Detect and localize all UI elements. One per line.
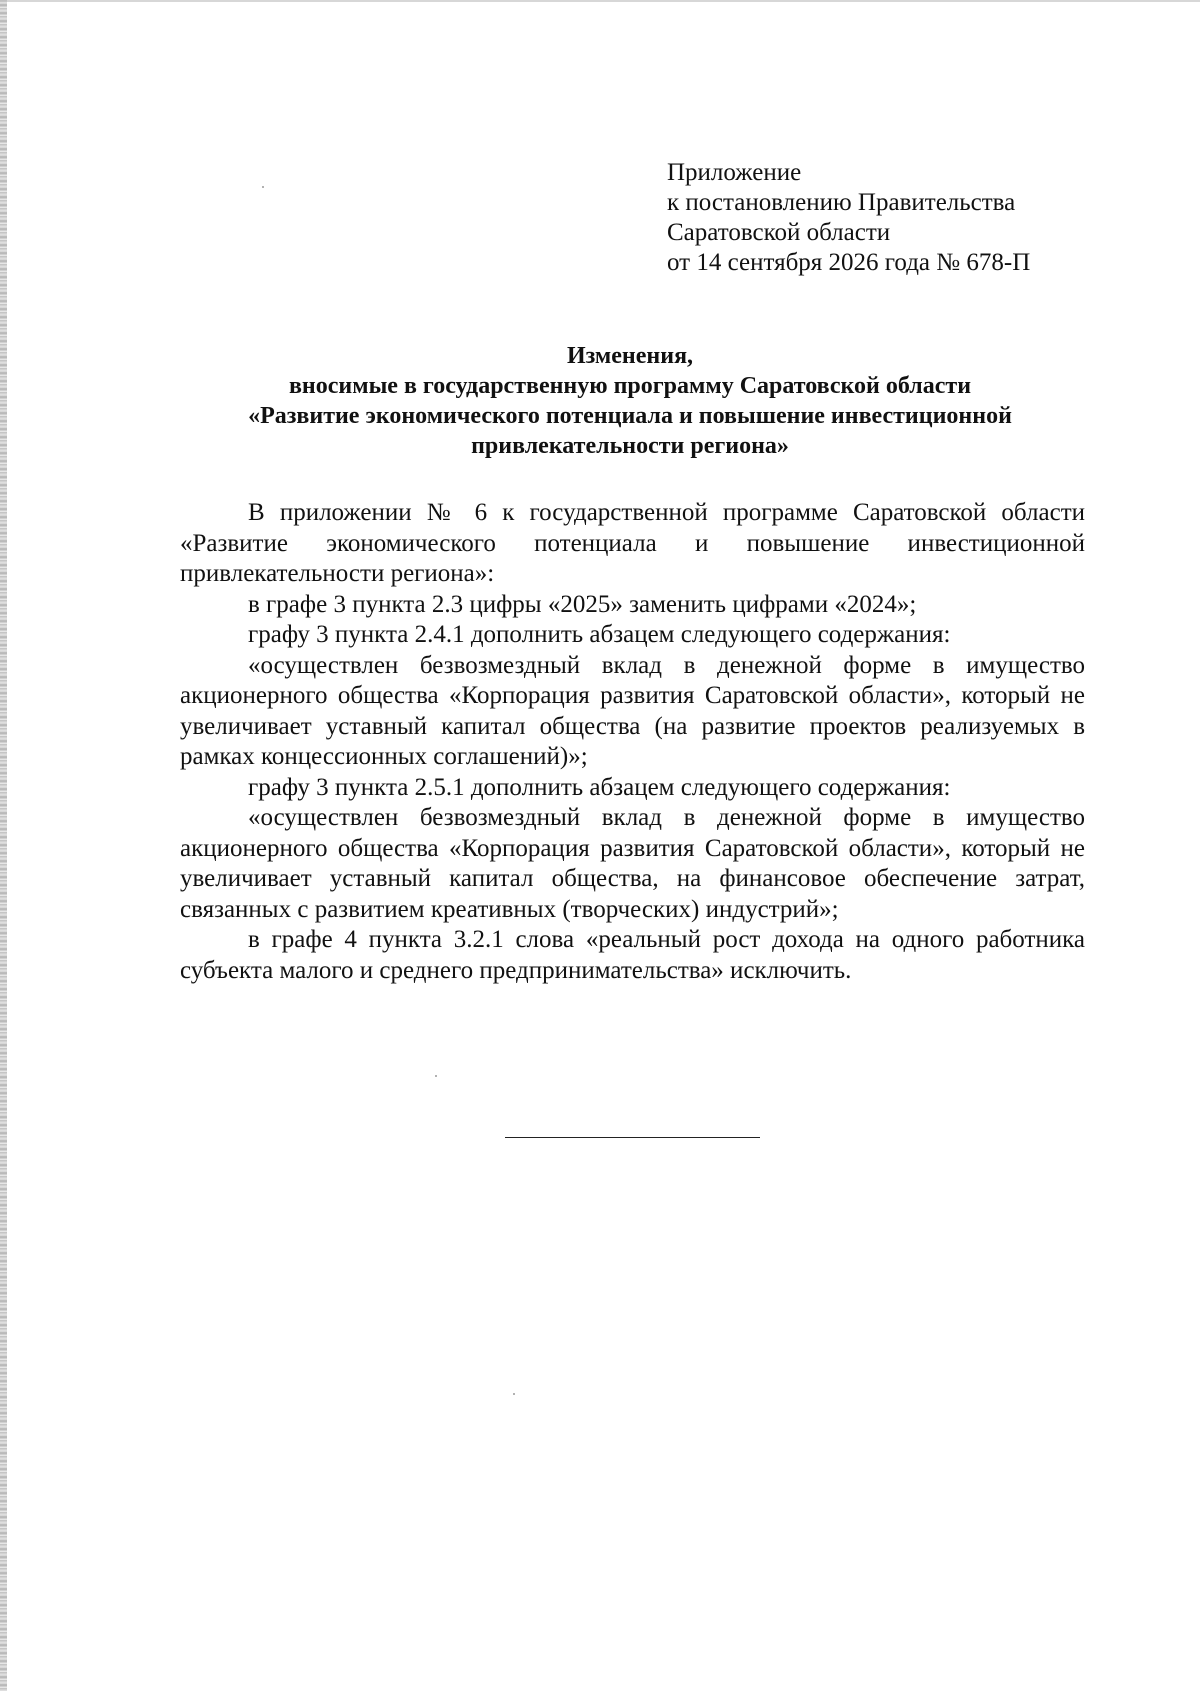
appendix-header — [667, 158, 1107, 278]
scan-speck — [262, 186, 264, 188]
scan-edge-shadow — [0, 0, 7, 1691]
title-line: Изменения, — [566, 343, 694, 369]
appendix-line: Приложение — [667, 159, 802, 186]
scan-speck — [435, 1075, 437, 1077]
body-paragraph: В приложении № 6 к государственной программе Саратовской области «Развитие экономического потенциала и повышение инвестиционной привлекательности региона»: — [180, 499, 1085, 587]
title-line: «Развитие экономического потенциала и повышение инвестиционной — [248, 403, 1012, 429]
appendix-date-number: от 14 сентября 2026 года № 678-П — [667, 249, 1031, 276]
body-paragraph: графу 3 пункта 2.5.1 дополнить абзацем следующего содержания: — [248, 773, 951, 801]
appendix-line: Саратовской области — [667, 219, 891, 246]
title-line: привлекательности региона» — [471, 433, 789, 459]
document-body — [180, 498, 1085, 986]
body-paragraph: «осуществлен безвозмездный вклад в денежной форме в имущество акционерного общества «Корпорация развития Саратовской области», который не увеличивает уставный капитал общества, на финансовое обеспечение затрат, связанных с развитием креативных (творческих) индустрий»; — [180, 804, 1085, 923]
closing-line — [505, 1137, 760, 1138]
document-title — [180, 341, 1080, 461]
body-paragraph: графу 3 пункта 2.4.1 дополнить абзацем следующего содержания: — [248, 621, 951, 648]
body-paragraph: «осуществлен безвозмездный вклад в денежной форме в имущество акционерного общества «Корпорация развития Саратовской области», который не увеличивает уставный капитал общества (на развитие проектов реализуемых в рамках концессионных соглашений)»; — [180, 651, 1085, 770]
appendix-line: к постановлению Правительства — [667, 189, 1016, 216]
body-paragraph: в графе 4 пункта 3.2.1 слова «реальный рост дохода на одного работника субъекта малого и среднего предпринимательства» исключить. — [180, 926, 1085, 984]
body-paragraph: в графе 3 пункта 2.3 цифры «2025» заменить цифрами «2024»; — [248, 590, 917, 618]
scan-top-edge — [0, 0, 1200, 2]
title-line: вносимые в государственную программу Саратовской области — [288, 373, 972, 399]
scan-speck — [513, 1393, 515, 1395]
